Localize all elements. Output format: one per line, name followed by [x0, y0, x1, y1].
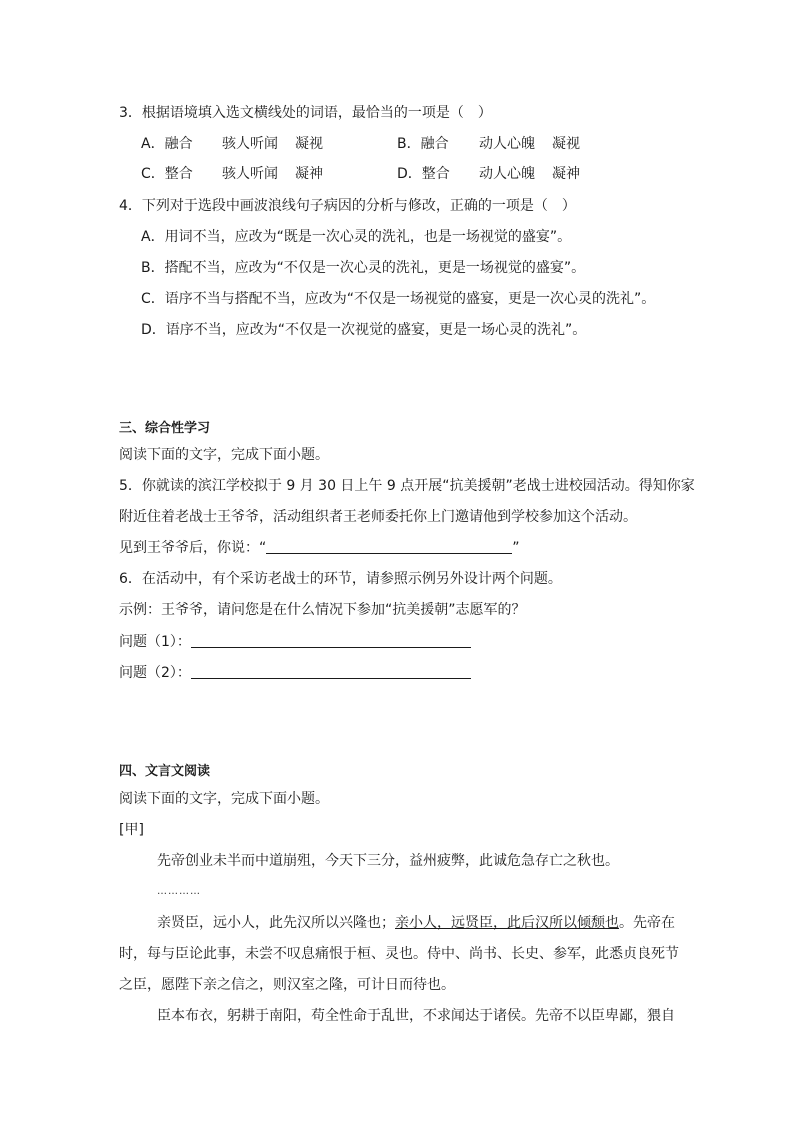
q6-item-2-blank[interactable] [191, 664, 471, 679]
q6-item-2-label: 问题（2）： [119, 665, 191, 681]
q3-option-b-word2: 动人心魄 [479, 136, 535, 152]
passage-paragraph-2-line-2: 时，每与臣论此事，未尝不叹息痛恨于桓、灵也。侍中、尚书、长史、参军，此悉贞良死节 [119, 946, 679, 962]
q3-option-c-label: C．整合 [141, 166, 193, 182]
q6-item-1-label: 问题（1）： [119, 634, 191, 650]
question-4-stem: 4．下列对于选段中画波浪线句子病因的分析与修改，正确的一项是（ ） [119, 198, 576, 214]
q3-option-a-word2: 骇人听闻 [222, 136, 278, 152]
q4-option-d: D．语序不当，应改为“不仅是一次视觉的盛宴，更是一场心灵的洗礼”。 [141, 322, 587, 338]
q4-option-b: B．搭配不当，应改为“不仅是一次心灵的洗礼，更是一场视觉的盛宴”。 [141, 260, 586, 276]
section-3-intro: 阅读下面的文字，完成下面小题。 [119, 447, 329, 463]
passage-paragraph-1: 先帝创业未半而中道崩殂，今天下三分，益州疲弊，此诚危急存亡之秋也。 [157, 853, 619, 869]
q3-option-d-label: D．整合 [397, 166, 450, 182]
q3-option-c-word2: 骇人听闻 [222, 166, 278, 182]
q6-item-1-blank[interactable] [191, 633, 471, 648]
q3-option-a-word3: 凝视 [295, 136, 323, 152]
q3-option-d-word2: 动人心魄 [479, 166, 535, 182]
question-6-item-1 [119, 632, 471, 652]
section-4-heading: 四、文言文阅读 [119, 764, 211, 779]
q5-answer-blank[interactable] [266, 539, 512, 554]
question-3-stem: 3．根据语境填入选文横线处的词语，最恰当的一项是（ ） [119, 105, 492, 121]
part-jia-label: [甲] [119, 822, 144, 838]
passage-paragraph-2-line-3: 之臣，愿陛下亲之信之，则汉室之隆，可计日而待也。 [119, 977, 455, 993]
p2-line1-part-a: 亲贤臣，远小人，此先汉所以兴隆也； [157, 915, 395, 931]
passage-paragraph-3-line-1: 臣本布衣，躬耕于南阳，苟全性命于乱世，不求闻达于诸侯。先帝不以臣卑鄙，猥自 [157, 1008, 675, 1024]
question-5-answer-line [119, 538, 520, 558]
section-4-intro: 阅读下面的文字，完成下面小题。 [119, 791, 329, 807]
q3-option-b-word3: 凝视 [552, 136, 580, 152]
q5-prompt: 见到王爷爷后，你说：“ [119, 540, 267, 556]
question-6-item-2 [119, 663, 471, 683]
q4-option-c: C．语序不当与搭配不当，应改为“不仅是一场视觉的盛宴，更是一次心灵的洗礼”。 [141, 291, 656, 307]
question-6-example: 示例：王爷爷，请问您是在什么情况下参加“抗美援朝”志愿军的？ [119, 602, 526, 618]
passage-paragraph-2-line-1 [157, 913, 675, 933]
q4-option-a: A．用词不当，应改为“既是一次心灵的洗礼，也是一场视觉的盛宴”。 [141, 229, 572, 245]
q3-option-a-label: A．融合 [141, 136, 193, 152]
q3-option-d-word3: 凝神 [552, 166, 580, 182]
q5-close-quote: ” [512, 540, 520, 556]
section-3-heading: 三、综合性学习 [119, 421, 211, 436]
question-5-line-1: 5．你就读的滨江学校拟于 9 月 30 日上午 9 点开展“抗美援朝”老战士进校园活动。得知你家 [119, 478, 695, 494]
passage-ellipsis: ………… [157, 886, 201, 897]
question-6-stem: 6．在活动中，有个采访老战士的环节，请参照示例另外设计两个问题。 [119, 571, 562, 587]
q3-option-c-word3: 凝神 [295, 166, 323, 182]
q3-option-b-label: B．融合 [397, 136, 449, 152]
question-5-line-2: 附近住着老战士王爷爷，活动组织者王老师委托你上门邀请他到学校参加这个活动。 [119, 509, 637, 525]
p2-line1-part-c: 。先帝在 [619, 915, 675, 931]
p2-line1-underlined: 亲小人，远贤臣，此后汉所以倾颓也 [395, 915, 619, 931]
